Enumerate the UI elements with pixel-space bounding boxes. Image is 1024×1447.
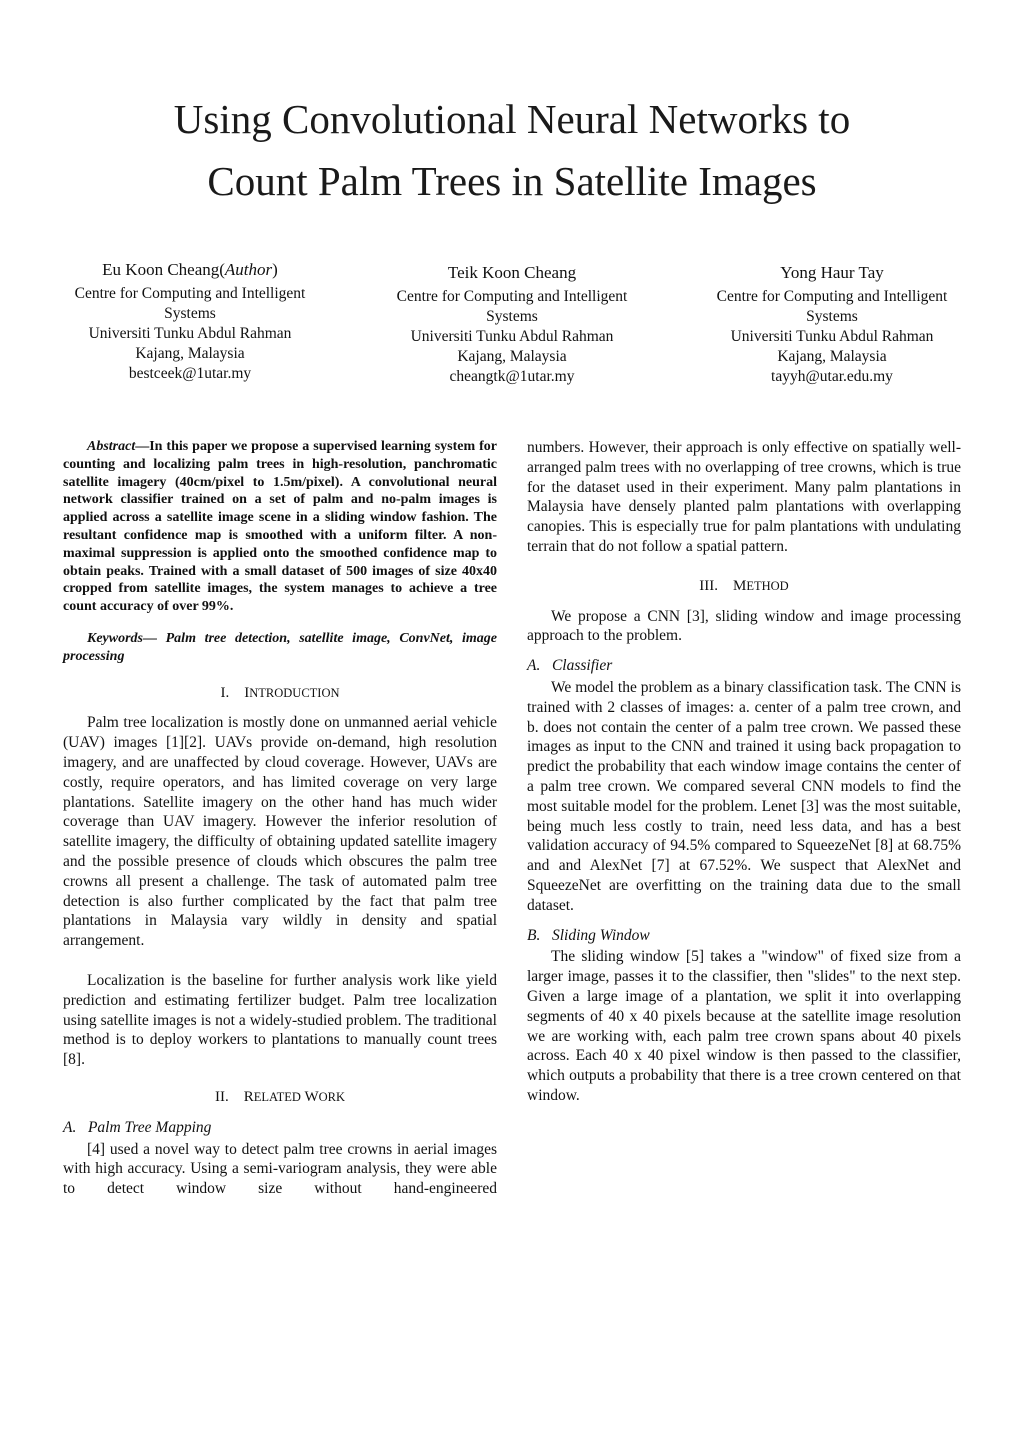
related-paragraph-1-continued: numbers. However, their approach is only effective on spatially well-arranged palm trees with no overlapping of tree crowns, which is true for the dataset used in their experiment. Many palm plantations in Malaysia have densely planted palm plantations with overlapping canopies. This is especially true for palm plantations with undulating terrain that do not follow a spatial pattern. [527, 439, 961, 555]
author-email: cheangtk@1utar.my [449, 368, 575, 385]
classifier-paragraph: We model the problem as a binary classification task. The CNN is trained with 2 classes of images: a. center of a palm tree crown, and b. does not contain the center of a palm tree crown. We passed these images as input to the CNN and trained it using back propagation to predict the probability that each window image contains the center of a palm tree crown. We compared several CNN models to find the most suitable model for the problem. Lenet [3] was the most suitable, being much less costly to train, need less data, and has a best validation accuracy of 94.5% compared to SqueezeNet [8] at 68.75% and and AlexNet [7] at 67.52%. We suspect that AlexNet and SqueezeNet are overfitting on the training data due to the small dataset. [527, 678, 961, 914]
abstract-text: —In this paper we propose a supervised learning system for counting and localizing palm trees in high-resolution, panchromatic satellite imagery (40cm/pixel to 1.5m/pixel). A convolutional neural network classifier trained on a set of palm and no-palm images is applied across a satellite image scene in a sliding window fashion. The resultant confidence map is smoothed with a uniform filter. A non-maximal suppression is applied onto the smoothed confidence map to obtain peaks. Trained with a small dataset of 500 images of size 40x40 cropped from satellite images, the system manages to achieve a tree count accuracy of over 99%. [63, 439, 497, 615]
intro-paragraph-2: Localization is the baseline for further analysis work like yield prediction and estimating fertilizer budget. Palm tree localization using satellite images is not a widely-studied problem. The traditional method is to deploy workers to plantations to manually count trees [8]. [63, 971, 497, 1069]
section-heading-introduction: I. INTRODUCTION [220, 684, 340, 701]
method-paragraph-1: We propose a CNN [3], sliding window and image processing approach to the problem. [527, 607, 961, 645]
sliding-window-paragraph: The sliding window [5] takes a "window" of fixed size from a larger image, passes it to the classifier, then "slides" to the next step. Given a large image of a plantation, we split it into overlapping segments of 40 x 40 pixels because at the satellite image resolution we are working with, each palm tree crown spans about 40 pixels across. Each 40 x 40 pixel window is then passed to the classifier, which outputs a probability that there is a tree crown centered on that window. [527, 948, 961, 1104]
left-column [63, 438, 497, 1199]
author-block-3 [682, 261, 982, 387]
author-email: tayyh@utar.edu.my [771, 368, 893, 385]
author-affiliation-cont: Systems [806, 308, 858, 325]
intro-paragraph-1: Palm tree localization is mostly done on unmanned aerial vehicle (UAV) images [1][2]. UAVs provide on-demand, high resolution imagery, and are unaffected by cloud coverage. However, UAVs are costly, require operators, and has limited coverage on very large plantations. Satellite imagery on the other hand has much wider coverage than UAV imagery. However the inferior resolution of satellite imagery, the difficulty of obtaining updated satellite imagery and the possible presence of clouds which obscures the palm tree crowns all present a challenge. The task of automated palm tree detection is also further complicated by the fact that palm tree plantations in Malaysia vary wildly in density and spatial arrangement. [63, 714, 497, 950]
section-heading-related-work: II. RELATED WORK [214, 1088, 346, 1105]
subsection-heading-sliding-window: B. Sliding Window [527, 926, 650, 944]
author-university: Universiti Tunku Abdul Rahman [410, 328, 614, 345]
related-paragraph-1: [4] used a novel way to detect palm tree crowns in aerial images with high accuracy. Using a semi-variogram analysis, they were able to detect window size without hand-engineered [63, 1140, 497, 1198]
author-university: Universiti Tunku Abdul Rahman [730, 328, 934, 345]
author-name: Teik Koon Cheang [447, 263, 577, 282]
subsection-heading-palm-tree-mapping: A. Palm Tree Mapping [63, 1118, 212, 1136]
title-line-1: Using Convolutional Neural Networks to [173, 96, 851, 142]
subsection-heading-classifier: A. Classifier [527, 657, 613, 675]
author-block-1 [40, 258, 340, 384]
abstract [63, 438, 497, 616]
author-affiliation-cont: Systems [164, 305, 216, 322]
author-name: Eu Koon Cheang(Author) [102, 260, 278, 279]
abstract-label: Abstract [87, 439, 136, 454]
author-city: Kajang, Malaysia [777, 348, 887, 365]
author-email: bestceek@1utar.my [128, 365, 252, 382]
author-block-2 [362, 261, 662, 387]
author-city: Kajang, Malaysia [457, 348, 567, 365]
author-affiliation: Centre for Computing and Intelligent [396, 288, 628, 305]
right-column [527, 438, 961, 1106]
author-affiliation: Centre for Computing and Intelligent [74, 285, 306, 302]
author-name: Yong Haur Tay [780, 263, 884, 282]
author-university: Universiti Tunku Abdul Rahman [88, 325, 292, 342]
author-city: Kajang, Malaysia [135, 345, 245, 362]
title-line-2: Count Palm Trees in Satellite Images [207, 158, 817, 204]
author-affiliation-cont: Systems [486, 308, 538, 325]
author-affiliation: Centre for Computing and Intelligent [716, 288, 948, 305]
keywords: Keywords— Palm tree detection, satellite image, ConvNet, image processing [63, 630, 497, 664]
paper-title [0, 88, 1024, 212]
section-heading-method: III. METHOD [699, 577, 789, 594]
